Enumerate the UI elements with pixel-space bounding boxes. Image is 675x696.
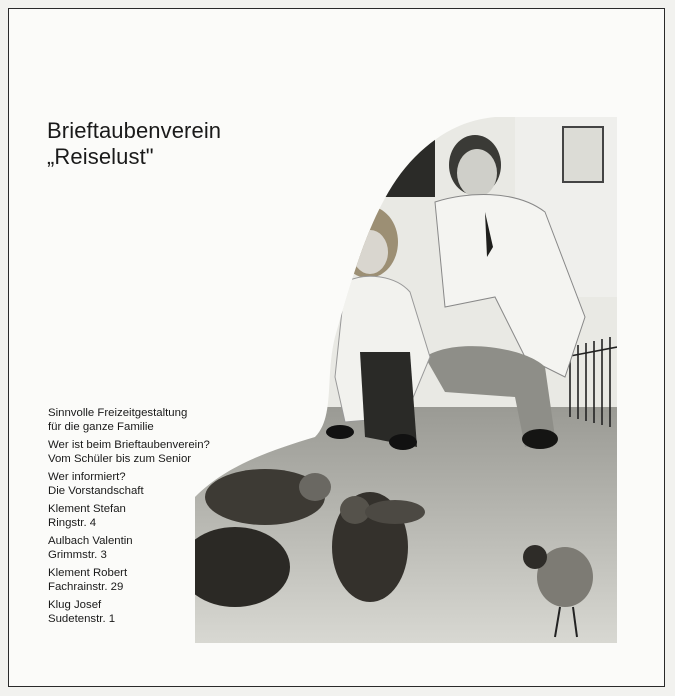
contact-name: Klement Robert — [48, 567, 128, 579]
contact-address: Fachrainstr. 29 — [48, 581, 124, 593]
info-block — [48, 470, 218, 498]
info-block — [48, 406, 218, 434]
info-list — [48, 406, 218, 630]
info-line: Die Vorstandschaft — [48, 485, 144, 497]
info-line: Vom Schüler bis zum Senior — [48, 453, 192, 465]
photo-man-girl-pigeons — [195, 117, 617, 643]
title-line-1: Brieftaubenverein — [47, 118, 222, 143]
contact-name: Aulbach Valentin — [48, 535, 133, 547]
contact-block — [48, 502, 218, 530]
info-line: Wer ist beim Brieftaubenverein? — [48, 439, 210, 451]
info-block — [48, 438, 218, 466]
contact-block — [48, 566, 218, 594]
contact-address: Sudetenstr. 1 — [48, 613, 116, 625]
contact-name: Klug Josef — [48, 599, 102, 611]
info-line: Sinnvolle Freizeitgestaltung — [48, 407, 188, 419]
contact-name: Klement Stefan — [48, 503, 126, 515]
contact-block — [48, 598, 218, 626]
contact-block — [48, 534, 218, 562]
info-line: für die ganze Familie — [48, 421, 154, 433]
title-line-2: „Reiselust" — [47, 144, 154, 169]
contact-address: Grimmstr. 3 — [48, 549, 107, 561]
info-line: Wer informiert? — [48, 471, 126, 483]
contact-address: Ringstr. 4 — [48, 517, 97, 529]
